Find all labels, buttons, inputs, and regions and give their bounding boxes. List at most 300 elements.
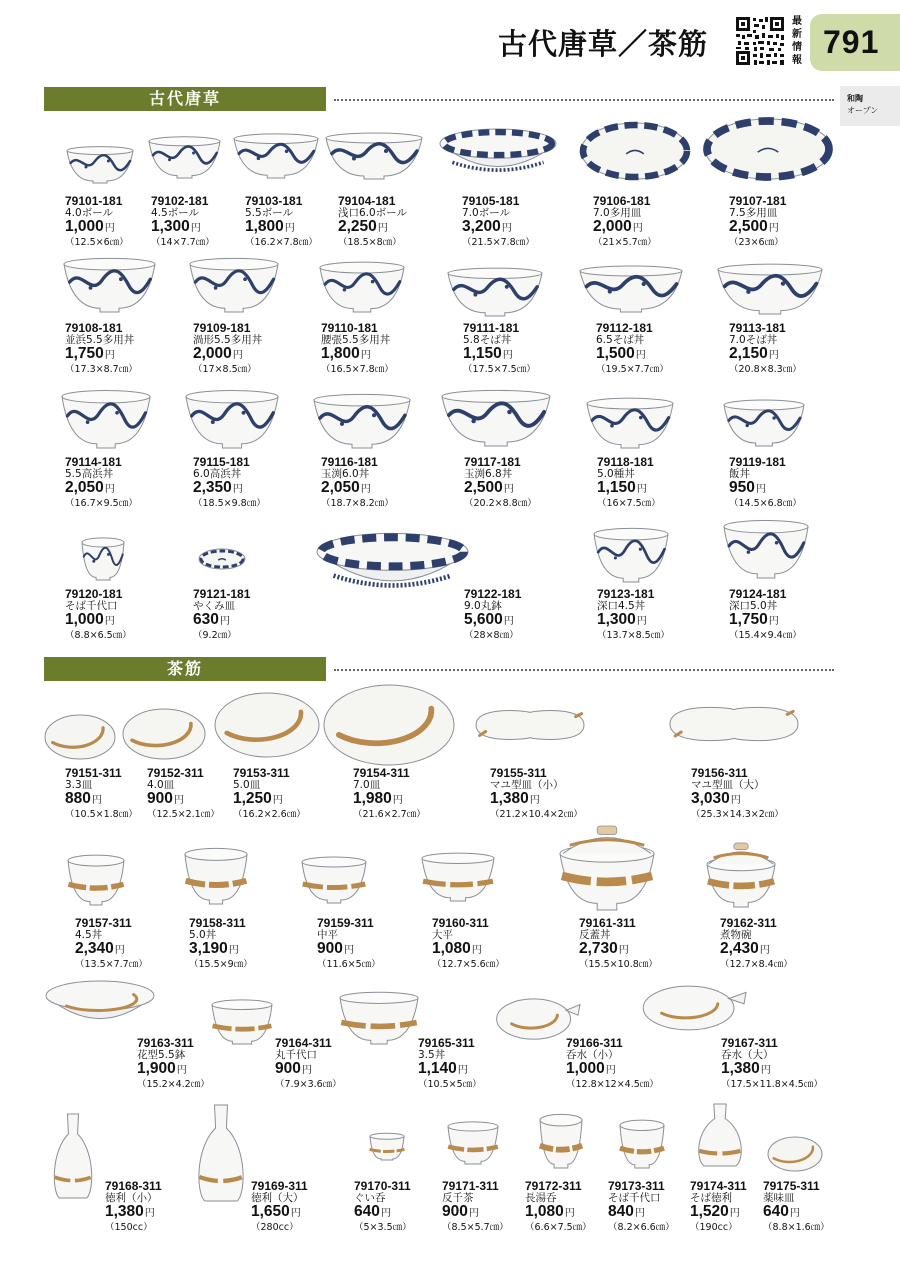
product-size: （12.8×12×4.5㎝）	[566, 1079, 659, 1090]
product-size: （8.5×5.7㎝）	[442, 1222, 509, 1233]
product-image	[722, 518, 810, 580]
product-price: 1,980	[353, 790, 392, 807]
product-price-line	[729, 346, 889, 364]
product-size: （17×8.5㎝）	[193, 364, 257, 375]
product-size: （19.5×7.7㎝）	[596, 364, 669, 375]
product-price: 1,000	[65, 218, 104, 235]
price-unit: 円	[176, 1065, 187, 1076]
product-image	[147, 135, 222, 180]
product-price: 630	[193, 611, 219, 628]
product-price-line	[105, 1204, 265, 1222]
price-unit: 円	[232, 484, 243, 495]
product-size: （11.6×5㎝）	[317, 959, 381, 970]
product-item[interactable]	[720, 917, 880, 971]
product-price-line	[137, 1061, 297, 1079]
product-name: 3.3皿	[65, 779, 93, 791]
product-item[interactable]	[729, 456, 889, 510]
product-name: 中平	[317, 929, 338, 941]
product-image	[585, 396, 675, 450]
product-size: （21.2×10.4×2㎝）	[490, 809, 583, 820]
product-code: 79118-181	[597, 455, 654, 469]
product-size: （17.5×11.8×4.5㎝）	[721, 1079, 823, 1090]
price-unit: 円	[91, 795, 102, 806]
product-size: （13.5×7.7㎝）	[75, 959, 148, 970]
product-image	[640, 982, 748, 1034]
product-name: 花型5.5鉢	[137, 1049, 186, 1061]
product-name: 反蓋丼	[579, 929, 611, 941]
product-name: 5.0丼	[189, 929, 217, 941]
price-unit: 円	[104, 350, 115, 361]
product-image	[722, 398, 806, 448]
product-size: （9.2㎝）	[193, 630, 237, 641]
product-price-line	[353, 791, 513, 809]
product-size: （25.3×14.3×2㎝）	[691, 809, 784, 820]
price-unit: 円	[392, 795, 403, 806]
product-price: 2,350	[193, 479, 232, 496]
product-image	[50, 1112, 96, 1200]
product-price-line	[432, 941, 592, 959]
product-name: 深口4.5丼	[597, 600, 646, 612]
qr-code-icon[interactable]	[736, 17, 784, 65]
product-size: （20.2×8.8㎝）	[464, 498, 537, 509]
price-unit: 円	[468, 1208, 479, 1219]
product-price: 900	[275, 1060, 301, 1077]
price-unit: 円	[529, 795, 540, 806]
product-image	[122, 708, 206, 760]
product-price-line	[691, 791, 851, 809]
product-price: 1,380	[490, 790, 529, 807]
price-unit: 円	[272, 795, 283, 806]
product-code: 79109-181	[193, 321, 251, 335]
price-unit: 円	[618, 945, 629, 956]
product-name: 4.0皿	[147, 779, 175, 791]
product-code: 79121-181	[193, 587, 251, 601]
product-name: 並浜5.5多用丼	[65, 334, 135, 346]
product-price: 1,800	[321, 345, 360, 362]
product-size: （10.5×5㎝）	[418, 1079, 482, 1090]
product-size: （12.7×5.6㎝）	[432, 959, 505, 970]
product-price-line	[321, 480, 481, 498]
product-price: 1,520	[690, 1203, 729, 1220]
product-name: 玉渕6.0丼	[321, 468, 370, 480]
product-price: 1,000	[566, 1060, 605, 1077]
product-code: 79156-311	[691, 766, 748, 780]
product-price: 2,340	[75, 940, 114, 957]
price-unit: 円	[768, 350, 779, 361]
product-name: 長湯呑	[525, 1192, 557, 1204]
product-size: （16×7.5㎝）	[597, 498, 661, 509]
product-size: （21.6×2.7㎝）	[353, 809, 426, 820]
product-name: 渦形5.5多用丼	[193, 334, 263, 346]
product-name: 深口5.0丼	[729, 600, 778, 612]
product-name: 5.5高浜丼	[65, 468, 114, 480]
price-unit: 円	[564, 1208, 575, 1219]
product-price: 3,200	[462, 218, 501, 235]
product-image	[214, 692, 320, 758]
section-heading-chasuji: 茶筋	[44, 657, 326, 681]
product-price: 1,380	[105, 1203, 144, 1220]
product-name: 呑水（大）	[721, 1049, 774, 1061]
product-price: 2,500	[464, 479, 503, 496]
product-size: （20.8×8.3㎝）	[729, 364, 802, 375]
product-item[interactable]	[321, 456, 481, 510]
price-unit: 円	[104, 616, 115, 627]
product-image	[324, 131, 424, 181]
product-item[interactable]	[763, 1180, 900, 1234]
product-size: （17.3×8.7㎝）	[65, 364, 138, 375]
product-size: （16.7×9.5㎝）	[65, 498, 138, 509]
product-name: そば千代口	[65, 600, 118, 612]
product-size: （12.7×8.4㎝）	[720, 959, 793, 970]
product-price: 900	[317, 940, 343, 957]
product-code: 79102-181	[151, 194, 209, 208]
price-unit: 円	[789, 1208, 800, 1219]
product-name: 9.0丸鉢	[464, 600, 502, 612]
product-price: 2,250	[338, 218, 377, 235]
product-name: 玉渕6.8丼	[464, 468, 513, 480]
product-code: 79165-311	[418, 1036, 475, 1050]
product-price: 900	[147, 790, 173, 807]
price-unit: 円	[634, 1208, 645, 1219]
product-size: （5×3.5㎝）	[354, 1222, 412, 1233]
product-price: 2,000	[193, 345, 232, 362]
product-price: 1,380	[721, 1060, 760, 1077]
product-price-line	[579, 941, 739, 959]
price-unit: 円	[501, 223, 512, 234]
price-unit: 円	[457, 1065, 468, 1076]
product-price: 1,080	[432, 940, 471, 957]
product-code: 79152-311	[147, 766, 204, 780]
product-code: 79113-181	[729, 321, 786, 335]
product-code: 79120-181	[65, 587, 123, 601]
product-size: （15.5×10.8㎝）	[579, 959, 658, 970]
product-size: （21×5.7㎝）	[593, 237, 657, 248]
product-code: 79119-181	[729, 455, 786, 469]
product-size: （10.5×1.8㎝）	[65, 809, 138, 820]
product-name: 6.5そば丼	[596, 334, 645, 346]
product-name: 腰張5.5多用丼	[321, 334, 391, 346]
product-code: 79158-311	[189, 916, 246, 930]
product-code: 79122-181	[464, 587, 522, 601]
price-unit: 円	[768, 616, 779, 627]
product-image	[538, 1112, 584, 1170]
product-size: （15.5×9㎝）	[189, 959, 253, 970]
product-image	[315, 532, 470, 598]
product-image	[767, 1136, 823, 1172]
product-price: 1,300	[151, 218, 190, 235]
product-price: 1,080	[525, 1203, 564, 1220]
product-price: 1,750	[65, 345, 104, 362]
product-name: そば徳利	[690, 1192, 732, 1204]
price-unit: 円	[471, 945, 482, 956]
product-code: 79168-311	[105, 1179, 162, 1193]
product-size: （280cc）	[251, 1222, 299, 1233]
product-item[interactable]	[353, 767, 513, 821]
product-price: 2,050	[321, 479, 360, 496]
product-price-line	[566, 1061, 726, 1079]
product-name: 7.0そば丼	[729, 334, 778, 346]
side-tab-line2: オープン	[847, 106, 879, 115]
product-image	[368, 1132, 406, 1162]
price-unit: 円	[380, 1208, 391, 1219]
price-unit: 円	[301, 1065, 312, 1076]
product-code: 79163-311	[137, 1036, 194, 1050]
price-unit: 円	[729, 1208, 740, 1219]
product-item[interactable]	[418, 1037, 578, 1091]
product-size: （8.8×1.6㎝）	[763, 1222, 830, 1233]
product-price: 2,000	[593, 218, 632, 235]
product-name: 7.0皿	[353, 779, 381, 791]
product-name: 3.5丼	[418, 1049, 446, 1061]
product-size: （8.8×6.5㎝）	[65, 630, 132, 641]
price-unit: 円	[759, 945, 770, 956]
product-size: （6.6×7.5㎝）	[525, 1222, 592, 1233]
product-image	[65, 145, 135, 185]
product-code: 79153-311	[233, 766, 290, 780]
product-name: マユ型皿（大）	[691, 779, 765, 791]
product-price: 1,650	[251, 1203, 290, 1220]
product-price: 640	[763, 1203, 789, 1220]
product-name: 呑水（小）	[566, 1049, 619, 1061]
price-unit: 円	[114, 945, 125, 956]
product-name: 4.0ボール	[65, 207, 113, 219]
product-name: 反千茶	[442, 1192, 474, 1204]
price-unit: 円	[343, 945, 354, 956]
product-code: 79112-181	[596, 321, 653, 335]
product-code: 79174-311	[690, 1179, 747, 1193]
product-size: （16.2×7.8㎝）	[245, 237, 318, 248]
product-name: 4.5丼	[75, 929, 103, 941]
product-name: 5.5ボール	[245, 207, 293, 219]
product-size: （16.2×2.6㎝）	[233, 809, 306, 820]
product-size: （16.5×7.8㎝）	[321, 364, 394, 375]
product-code: 79159-311	[317, 916, 374, 930]
product-name: 薬味皿	[763, 1192, 795, 1204]
product-size: （15.4×9.4㎝）	[729, 630, 802, 641]
product-name: 5.0種丼	[597, 468, 635, 480]
product-size: （190cc）	[690, 1222, 738, 1233]
product-price: 1,750	[729, 611, 768, 628]
product-price: 880	[65, 790, 91, 807]
product-code: 79115-181	[193, 455, 250, 469]
price-unit: 円	[104, 484, 115, 495]
price-unit: 円	[503, 616, 514, 627]
product-code: 79160-311	[432, 916, 489, 930]
product-image	[210, 998, 274, 1046]
product-price: 1,900	[137, 1060, 176, 1077]
product-image	[300, 855, 368, 905]
product-price: 2,430	[720, 940, 759, 957]
product-image	[232, 132, 320, 180]
price-unit: 円	[284, 223, 295, 234]
price-unit: 円	[219, 616, 230, 627]
product-size: （28×8㎝）	[464, 630, 519, 641]
product-size: （12.5×2.1㎝）	[147, 809, 220, 820]
product-image	[470, 704, 590, 746]
product-price: 3,190	[189, 940, 228, 957]
product-size: （21.5×7.8㎝）	[462, 237, 535, 248]
product-name: ぐい呑	[354, 1192, 386, 1204]
price-unit: 円	[605, 1065, 616, 1076]
product-code: 79110-181	[321, 321, 378, 335]
product-price: 1,500	[596, 345, 635, 362]
product-image	[592, 526, 670, 584]
product-name: 煮物碗	[720, 929, 752, 941]
product-code: 79162-311	[720, 916, 777, 930]
product-name: 大平	[432, 929, 453, 941]
product-image	[312, 392, 412, 450]
product-name: 飯丼	[729, 468, 750, 480]
product-item[interactable]	[721, 1037, 881, 1091]
product-image	[44, 980, 156, 1032]
product-size: （18.5×8㎝）	[338, 237, 402, 248]
product-code: 79175-311	[763, 1179, 820, 1193]
product-code: 79172-311	[525, 1179, 582, 1193]
price-unit: 円	[636, 484, 647, 495]
product-price-line	[418, 1061, 578, 1079]
product-price: 1,150	[463, 345, 502, 362]
product-item[interactable]	[729, 195, 889, 249]
product-code: 79164-311	[275, 1036, 332, 1050]
product-price-line	[490, 791, 650, 809]
side-tab-line1: 和陶	[847, 94, 863, 103]
product-item[interactable]	[432, 917, 592, 971]
product-price: 5,600	[464, 611, 503, 628]
price-unit: 円	[635, 350, 646, 361]
product-name: 7.5多用皿	[729, 207, 778, 219]
product-image	[578, 264, 684, 314]
product-size: （18.5×9.8㎝）	[193, 498, 266, 509]
product-size: （17.5×7.5㎝）	[463, 364, 536, 375]
product-price: 840	[608, 1203, 634, 1220]
product-size: （23×6㎝）	[729, 237, 784, 248]
product-image	[704, 118, 832, 180]
price-unit: 円	[730, 795, 741, 806]
product-price: 1,250	[233, 790, 272, 807]
product-item[interactable]	[579, 917, 739, 971]
product-code: 79107-181	[729, 194, 787, 208]
product-name: 5.8そば丼	[463, 334, 512, 346]
product-code: 79124-181	[729, 587, 787, 601]
product-image	[338, 990, 420, 1046]
product-name: 浅口6.0ボール	[338, 207, 407, 219]
product-code: 79167-311	[721, 1036, 778, 1050]
product-item[interactable]	[566, 1037, 726, 1091]
product-code: 79171-311	[442, 1179, 499, 1193]
product-image	[80, 536, 126, 582]
product-size: （14×7.7㎝）	[151, 237, 215, 248]
price-unit: 円	[360, 350, 371, 361]
product-image	[580, 122, 690, 180]
product-item[interactable]	[321, 322, 481, 376]
product-image	[716, 262, 824, 316]
product-price: 1,800	[245, 218, 284, 235]
product-price: 950	[729, 479, 755, 496]
product-image	[183, 846, 249, 906]
product-code: 79105-181	[462, 194, 520, 208]
product-price: 1,150	[597, 479, 636, 496]
price-unit: 円	[760, 1065, 771, 1076]
price-unit: 円	[228, 945, 239, 956]
product-code: 79116-181	[321, 455, 378, 469]
section-heading-karakusa: 古代唐草	[44, 87, 326, 111]
product-price: 900	[442, 1203, 468, 1220]
page-title: 古代唐草／茶筋	[498, 27, 709, 61]
product-image	[66, 853, 126, 907]
product-image	[618, 1118, 666, 1170]
product-size: （12.5×6㎝）	[65, 237, 129, 248]
product-image	[438, 128, 558, 180]
product-code: 79154-311	[353, 766, 410, 780]
qr-note: 最新情報	[792, 16, 802, 66]
product-price-line	[321, 346, 481, 364]
price-unit: 円	[503, 484, 514, 495]
price-unit: 円	[144, 1208, 155, 1219]
product-image	[198, 548, 246, 570]
price-unit: 円	[173, 795, 184, 806]
product-image	[420, 851, 496, 903]
price-unit: 円	[377, 223, 388, 234]
product-item[interactable]	[490, 767, 650, 821]
product-price: 2,500	[729, 218, 768, 235]
product-code: 79170-311	[354, 1179, 411, 1193]
page-number: 791	[823, 24, 880, 60]
product-name: 丸千代口	[275, 1049, 317, 1061]
product-price-line	[729, 480, 889, 498]
product-price: 640	[354, 1203, 380, 1220]
product-code: 79155-311	[490, 766, 547, 780]
price-unit: 円	[636, 616, 647, 627]
product-size: （13.7×8.5㎝）	[597, 630, 670, 641]
price-unit: 円	[104, 223, 115, 234]
product-code: 79106-181	[593, 194, 651, 208]
product-image	[705, 843, 777, 909]
price-unit: 円	[360, 484, 371, 495]
section-divider	[334, 669, 834, 671]
category-side-tab	[840, 86, 900, 126]
product-price: 2,730	[579, 940, 618, 957]
product-code: 79169-311	[251, 1179, 308, 1193]
product-price: 1,000	[65, 611, 104, 628]
product-price-line	[729, 612, 889, 630]
product-price: 2,050	[65, 479, 104, 496]
product-price: 3,030	[691, 790, 730, 807]
product-price-line	[729, 219, 889, 237]
product-image	[558, 826, 656, 912]
price-unit: 円	[232, 350, 243, 361]
product-code: 79111-181	[463, 321, 520, 335]
product-item[interactable]	[729, 322, 889, 376]
product-name: マユ型皿（小）	[490, 779, 564, 791]
price-unit: 円	[290, 1208, 301, 1219]
product-item[interactable]	[729, 588, 889, 642]
product-price-line	[763, 1204, 900, 1222]
product-price: 1,300	[597, 611, 636, 628]
product-name: 7.0ボール	[462, 207, 510, 219]
product-code: 79173-311	[608, 1179, 665, 1193]
product-name: 7.0多用皿	[593, 207, 642, 219]
product-item[interactable]	[691, 767, 851, 821]
product-image	[318, 260, 406, 314]
product-price-line	[721, 1061, 881, 1079]
price-unit: 円	[768, 223, 779, 234]
product-image	[60, 388, 152, 450]
product-name: 4.5ボール	[151, 207, 199, 219]
product-image	[194, 1103, 248, 1203]
product-code: 79117-181	[464, 455, 521, 469]
product-size: （150cc）	[105, 1222, 153, 1233]
product-name: 徳利（小）	[105, 1192, 158, 1204]
